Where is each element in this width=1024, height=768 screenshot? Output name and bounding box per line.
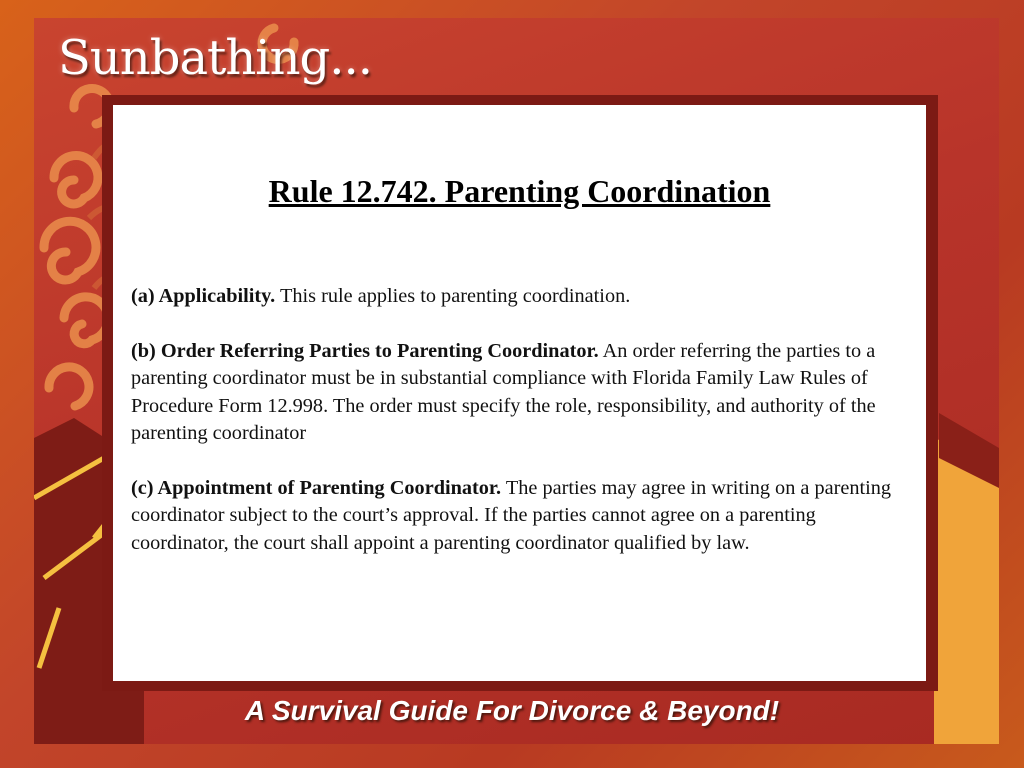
- section-text: An order referring the parties to a parenting coordinator must be in substantial compliance with Florida Family Law Rules of Procedure Form 12.998. The order must specify the role, responsibility, and authority of the parenting coordinator: [131, 339, 876, 444]
- section-appointment: [131, 475, 908, 558]
- brand-title: Sunbathing...: [58, 30, 373, 86]
- section-text: The parties may agree in writing on a parenting coordinator subject to the court’s approval. If the parties cannot agree on a parenting coordinator, the court shall appoint a parenting coordinator qualified by law.: [131, 476, 892, 554]
- section-order-referring: [131, 338, 908, 448]
- section-label: (a) Applicability.: [131, 285, 276, 307]
- footer-tagline: A Survival Guide For Divorce & Beyond!: [244, 695, 780, 726]
- content-card: [113, 105, 926, 681]
- section-label: (b) Order Referring Parties to Parenting Coordinator.: [131, 339, 599, 362]
- rule-title: Rule 12.742. Parenting Coordination: [268, 173, 771, 209]
- section-label: (c) Appointment of Parenting Coordinator.: [131, 476, 502, 499]
- section-text: This rule applies to parenting coordination.: [279, 285, 631, 307]
- section-applicability: [131, 283, 908, 311]
